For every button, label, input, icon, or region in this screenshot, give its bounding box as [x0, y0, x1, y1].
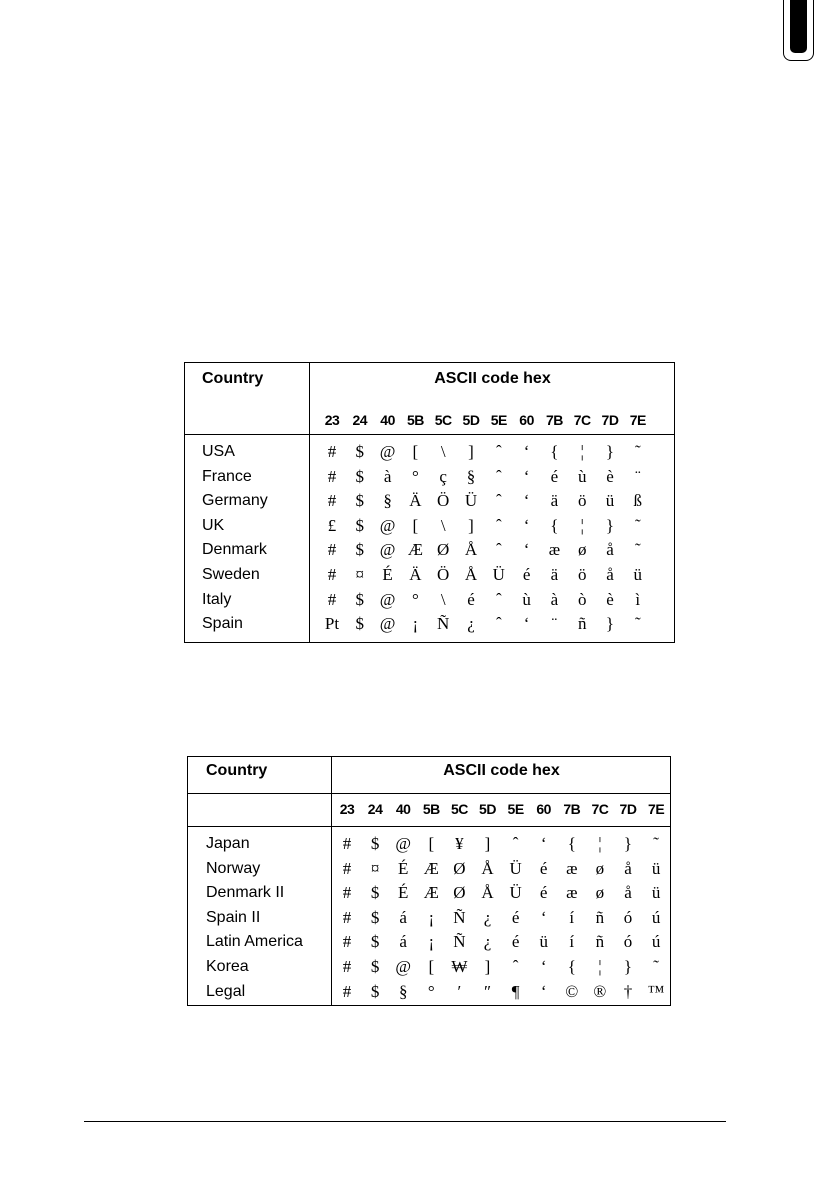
- character-cell: $: [370, 932, 380, 952]
- character-cell: æ: [548, 540, 561, 560]
- character-cell: æ: [566, 858, 578, 878]
- character-cell: ü: [633, 565, 643, 584]
- character-cell: ˆ: [495, 442, 502, 461]
- character-cell: ¨: [551, 614, 558, 634]
- character-cell: $: [370, 834, 380, 853]
- character-cell: ₩: [451, 957, 468, 976]
- character-cell: §: [383, 491, 392, 511]
- character-cell: }: [605, 515, 615, 535]
- character-cell: §: [466, 466, 476, 486]
- character-cell: ø: [595, 858, 605, 878]
- character-cell: ©: [565, 981, 579, 1001]
- character-cell: ]: [468, 442, 474, 461]
- character-cell: #: [342, 907, 352, 927]
- header-rule: [185, 434, 674, 435]
- character-cell: ˜: [634, 540, 641, 560]
- character-cell: Ü: [464, 491, 478, 511]
- character-cell: Ü: [509, 858, 522, 878]
- character-cell: ]: [484, 957, 491, 976]
- hex-column-header: 7C: [591, 801, 609, 817]
- character-cell: §: [398, 981, 408, 1001]
- hex-column-header: 7B: [563, 801, 581, 817]
- footer-rule: [84, 1121, 726, 1122]
- country-name: USA: [202, 443, 235, 460]
- character-cell: ú: [651, 907, 661, 927]
- character-cell: ‘: [523, 614, 530, 634]
- character-cell: ¿: [483, 907, 492, 927]
- character-cell: ¿: [483, 932, 492, 952]
- hex-column-header: 5E: [490, 412, 507, 428]
- character-cell: ˆ: [512, 834, 519, 853]
- character-cell: É: [397, 883, 409, 903]
- character-cell: $: [355, 442, 365, 461]
- character-cell: Å: [464, 540, 478, 560]
- hex-column-header: 60: [519, 412, 534, 428]
- country-name: Korea: [206, 958, 249, 975]
- character-cell: {: [567, 957, 576, 976]
- character-cell: #: [342, 957, 352, 976]
- character-cell: ö: [577, 491, 587, 511]
- character-cell: í: [569, 907, 575, 927]
- hex-column-header: 5B: [406, 412, 424, 428]
- character-cell: ¦: [580, 442, 584, 461]
- character-cell: £: [327, 515, 337, 535]
- character-cell: #: [342, 981, 352, 1001]
- character-cell: Ñ: [453, 932, 466, 952]
- character-cell: Ø: [453, 883, 466, 903]
- character-cell: Æ: [407, 540, 423, 560]
- character-cell: í: [569, 932, 575, 952]
- character-cell: à: [550, 589, 559, 609]
- country-name: Legal: [206, 982, 246, 1000]
- character-cell: å: [606, 565, 614, 584]
- character-cell: ó: [623, 932, 633, 952]
- character-cell: ü: [539, 932, 548, 952]
- character-cell: ‘: [540, 957, 547, 976]
- character-cell: ‘: [540, 834, 547, 853]
- character-cell: [: [412, 442, 419, 461]
- page-tab-marker-fill: [790, 0, 807, 53]
- character-cell: ‘: [540, 907, 547, 927]
- hex-column-header: 5B: [422, 801, 440, 817]
- character-cell: }: [605, 614, 615, 634]
- character-cell: å: [606, 540, 614, 560]
- character-cell: #: [327, 442, 337, 461]
- character-cell: é: [511, 932, 520, 952]
- character-cell: æ: [566, 883, 578, 903]
- character-cell: °: [427, 981, 435, 1001]
- character-cell: [: [412, 515, 419, 535]
- character-cell: è: [606, 589, 614, 609]
- character-cell: ™: [647, 981, 665, 1001]
- character-cell: å: [624, 883, 632, 903]
- hex-column-header: 7D: [619, 801, 637, 817]
- country-name: Germany: [202, 492, 268, 510]
- character-cell: $: [355, 540, 365, 560]
- country-header: Country: [206, 762, 268, 779]
- country-name: Latin America: [206, 933, 303, 951]
- character-cell: é: [467, 589, 475, 609]
- character-table-2: [187, 756, 671, 1006]
- character-cell: #: [327, 466, 337, 486]
- column-divider: [309, 363, 310, 642]
- character-cell: #: [327, 540, 337, 560]
- column-divider: [331, 757, 332, 1005]
- character-cell: é: [550, 466, 559, 486]
- character-cell: ¤: [370, 858, 380, 878]
- character-cell: ø: [595, 883, 605, 903]
- character-cell: Å: [464, 565, 478, 584]
- character-cell: ¦: [580, 515, 584, 535]
- character-cell: ˆ: [495, 491, 502, 511]
- character-cell: ü: [651, 858, 661, 878]
- hex-column-header: 5C: [434, 412, 452, 428]
- character-cell: ˆ: [495, 466, 502, 486]
- character-cell: @: [395, 834, 412, 853]
- character-cell: \: [440, 589, 446, 609]
- character-cell: ¡: [428, 907, 435, 927]
- character-cell: ˜: [653, 834, 659, 853]
- character-cell: ‘: [540, 981, 547, 1001]
- ascii-code-header: ASCII code hex: [443, 762, 560, 779]
- character-cell: @: [379, 614, 396, 634]
- character-cell: $: [355, 466, 365, 486]
- character-cell: ¦: [598, 834, 602, 853]
- character-cell: Ñ: [437, 614, 450, 634]
- character-cell: Ü: [509, 883, 522, 903]
- country-name: Norway: [206, 859, 261, 877]
- character-cell: }: [623, 957, 633, 976]
- character-cell: é: [539, 883, 548, 903]
- character-cell: $: [370, 907, 380, 927]
- country-name: Sweden: [202, 566, 260, 583]
- character-cell: $: [355, 589, 365, 609]
- hex-column-header: 5E: [507, 801, 524, 817]
- character-cell: {: [550, 515, 559, 535]
- character-cell: $: [370, 981, 380, 1001]
- character-cell: \: [440, 515, 446, 535]
- character-cell: #: [327, 565, 337, 584]
- character-cell: ]: [484, 834, 491, 853]
- header-rule: [188, 826, 670, 827]
- character-cell: ø: [577, 540, 587, 560]
- character-cell: É: [382, 565, 393, 584]
- character-cell: ˆ: [512, 957, 519, 976]
- character-cell: ó: [623, 907, 633, 927]
- hex-column-header: 5D: [479, 801, 496, 817]
- character-cell: #: [342, 932, 352, 952]
- character-cell: Ö: [437, 491, 450, 511]
- character-cell: Æ: [423, 858, 439, 878]
- character-cell: Ø: [437, 540, 450, 560]
- character-cell: ®: [593, 981, 607, 1001]
- character-cell: ¥: [455, 834, 464, 853]
- character-cell: ö: [577, 565, 587, 584]
- character-cell: ¨: [634, 466, 641, 486]
- character-cell: }: [605, 442, 615, 461]
- character-cell: °: [411, 589, 419, 609]
- country-name: Denmark II: [206, 884, 285, 902]
- character-cell: ‘: [523, 466, 530, 486]
- country-name: Spain II: [206, 908, 261, 926]
- character-cell: ˜: [634, 442, 641, 461]
- character-cell: ‘: [523, 442, 530, 461]
- character-cell: Å: [481, 883, 494, 903]
- hex-column-header: 7E: [648, 801, 665, 817]
- character-cell: @: [379, 515, 396, 535]
- character-cell: ]: [468, 515, 474, 535]
- character-cell: #: [342, 858, 352, 878]
- character-cell: @: [395, 957, 412, 976]
- character-cell: ñ: [595, 907, 605, 927]
- character-cell: \: [440, 442, 446, 461]
- character-table-1: [184, 362, 675, 643]
- character-cell: {: [567, 834, 576, 853]
- character-cell: ù: [522, 589, 531, 609]
- character-cell: ¡: [412, 614, 419, 634]
- character-cell: @: [379, 589, 396, 609]
- character-cell: †: [623, 981, 633, 1001]
- character-cell: é: [539, 858, 548, 878]
- hex-column-header: 24: [352, 412, 368, 428]
- country-name: UK: [202, 516, 225, 534]
- character-cell: Ä: [409, 565, 422, 584]
- character-cell: ′: [457, 981, 462, 1001]
- character-cell: [: [428, 834, 435, 853]
- character-cell: $: [355, 614, 365, 634]
- character-cell: ù: [577, 466, 587, 486]
- character-cell: °: [411, 466, 419, 486]
- header-mid-rule: [188, 793, 670, 794]
- character-cell: á: [399, 932, 407, 952]
- character-cell: ç: [439, 466, 447, 486]
- country-name: Denmark: [202, 541, 267, 559]
- country-name: Japan: [206, 835, 250, 852]
- character-cell: ä: [550, 491, 559, 511]
- character-cell: ˆ: [495, 540, 502, 560]
- hex-column-header: 23: [339, 801, 355, 817]
- character-cell: É: [397, 858, 409, 878]
- character-cell: ˜: [634, 614, 641, 634]
- country-name: Italy: [202, 590, 232, 608]
- character-cell: ä: [550, 565, 559, 584]
- country-name: France: [202, 467, 252, 485]
- character-cell: ß: [633, 491, 643, 511]
- character-cell: @: [379, 540, 396, 560]
- character-cell: Ñ: [453, 907, 466, 927]
- hex-column-header: 5C: [450, 801, 468, 817]
- hex-column-header: 7E: [629, 412, 646, 428]
- character-cell: ¦: [598, 957, 602, 976]
- hex-column-header: 60: [536, 801, 551, 817]
- hex-column-header: 23: [324, 412, 340, 428]
- character-cell: ˆ: [495, 589, 502, 609]
- hex-column-header: 24: [367, 801, 383, 817]
- character-cell: $: [370, 957, 380, 976]
- character-cell: ñ: [577, 614, 587, 634]
- character-cell: Ö: [437, 565, 450, 584]
- hex-column-header: 7C: [573, 412, 591, 428]
- character-cell: ú: [651, 932, 661, 952]
- character-cell: á: [399, 907, 407, 927]
- character-cell: ‘: [523, 491, 530, 511]
- character-cell: Pt: [324, 614, 340, 634]
- character-cell: }: [623, 834, 633, 853]
- character-cell: ñ: [595, 932, 605, 952]
- character-cell: #: [327, 491, 337, 511]
- character-cell: ò: [577, 589, 587, 609]
- character-cell: [: [428, 957, 435, 976]
- character-cell: ‘: [523, 540, 530, 560]
- hex-column-header: 40: [380, 412, 395, 428]
- character-cell: ˜: [653, 957, 659, 976]
- character-cell: ‘: [523, 515, 530, 535]
- character-cell: #: [342, 883, 352, 903]
- character-cell: Å: [481, 858, 494, 878]
- country-header: Country: [202, 370, 264, 387]
- character-cell: $: [370, 883, 380, 903]
- hex-column-header: 40: [395, 801, 411, 817]
- hex-column-header: 5D: [462, 412, 480, 428]
- character-cell: $: [355, 491, 365, 511]
- character-cell: $: [355, 515, 365, 535]
- character-cell: ü: [651, 883, 661, 903]
- character-cell: é: [511, 907, 520, 927]
- character-cell: ü: [605, 491, 615, 511]
- character-cell: Æ: [423, 883, 439, 903]
- character-cell: à: [383, 466, 392, 486]
- character-cell: ˆ: [495, 515, 502, 535]
- character-cell: @: [379, 442, 396, 461]
- character-cell: Ø: [453, 858, 466, 878]
- hex-column-header: 7B: [545, 412, 563, 428]
- character-cell: ″: [483, 981, 492, 1001]
- character-cell: {: [550, 442, 559, 461]
- character-cell: #: [327, 589, 337, 609]
- character-cell: #: [342, 834, 352, 853]
- character-cell: Ä: [409, 491, 422, 511]
- country-name: Spain: [202, 615, 243, 633]
- character-cell: ¤: [355, 565, 365, 584]
- character-cell: å: [624, 858, 632, 878]
- character-cell: ˜: [634, 515, 641, 535]
- character-cell: é: [522, 565, 531, 584]
- character-cell: è: [606, 466, 614, 486]
- character-cell: Ü: [492, 565, 505, 584]
- character-cell: ì: [635, 589, 641, 609]
- character-cell: ¡: [428, 932, 435, 952]
- character-cell: ¿: [467, 614, 475, 634]
- ascii-code-header: ASCII code hex: [434, 370, 551, 387]
- character-cell: ¶: [511, 981, 520, 1001]
- character-cell: ˆ: [495, 614, 502, 634]
- hex-column-header: 7D: [601, 412, 619, 428]
